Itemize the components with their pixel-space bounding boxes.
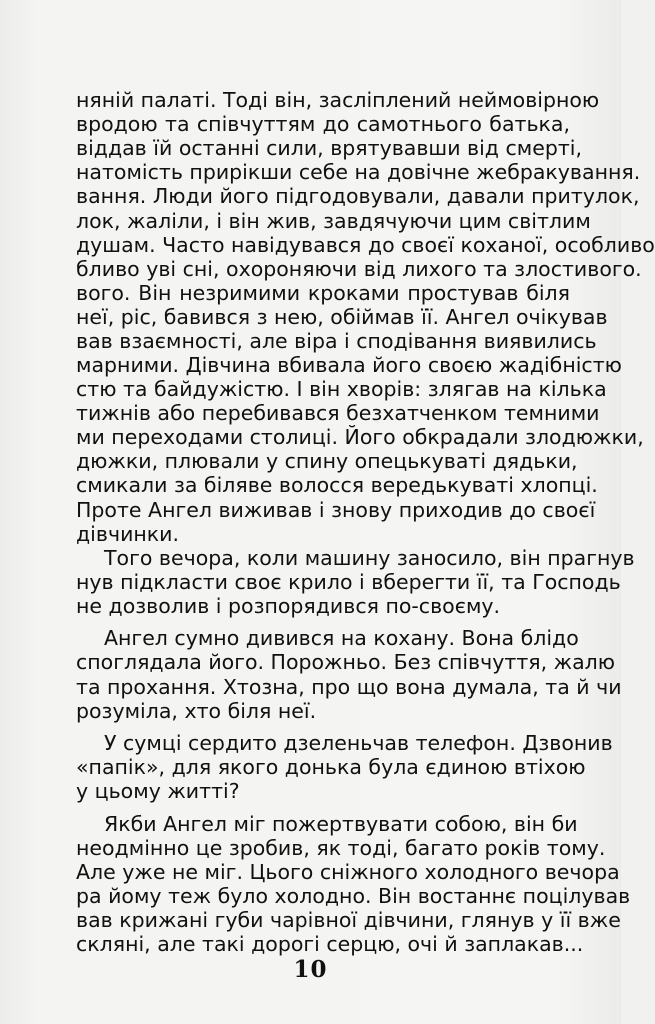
text-line: вав крижані губи чарівної дівчини, глянув у її вже [76,907,621,932]
text-line: вого. Він незримими кроками простував біля [76,280,570,305]
page-number: 10 [293,956,328,983]
text-line: Ангел сумно дивився на кохану. Вона блідо [104,626,579,651]
text-line: душам. Часто навідувався до своєї коханої, особливо [76,232,655,257]
text-line: Того вечора, коли машину заносило, він прагнув [104,545,635,570]
text-line: вання. Люди його підгодовували, давали притулок, [76,184,640,209]
text-line: віддав їй останні сили, врятувавши від смерті, [76,136,583,161]
text-line: Але уже не міг. Цього сніжного холодного вечора [76,859,620,884]
text-line: та прохання. Хтозна, про що вона думала, та й чи [76,674,622,699]
text-line: марними. Дівчина вбивала його своєю жадібністю [76,353,622,377]
text-line: розуміла, хто біля неї. [76,698,317,723]
text-line: няній палаті. Тоді він, засліплений неймовірною [76,88,600,112]
text-line: скляні, але такі дорогі серцю, очі й заплакав... [76,932,584,956]
text-line: Якби Ангел міг пожертвувати собою, він би [104,811,578,836]
text-line: нув підкласти своє крило і вберегти її, та Господь [76,569,621,594]
text-line: У сумці сердито дзеленьчав телефон. Дзвонив [104,731,613,755]
text-line: вав взаємності, але віра і сподівання виявились [76,328,597,353]
text-line: у цьому житті? [76,779,240,804]
text-line: ра йому теж було холодно. Він востаннє поцілував [76,883,631,908]
text-line: неї, ріс, бавився з нею, обіймав її. Ангел очікував [76,304,608,329]
text-line: натомість прирікши себе на довічне жебракування. [76,160,641,185]
text-line: споглядала його. Порожньо. Без співчуття, жалю [76,650,616,675]
text-line: ми переходами столиці. Його обкрадали злодюжки, [76,425,644,450]
text-line: стю та байдужістю. І він хворів: злягав на кілька [76,377,607,402]
text-line: тижнів або перебивався безхатченком темними [76,401,600,426]
text-line: дівчинки. [76,521,180,546]
text-line: бливо уві сні, охороняючи від лихого та злостивого. [76,256,642,281]
text-line: лок, жаліли, і він жив, завдячуючи цим світлим [76,208,591,233]
text-line: неодмінно це зробив, як тоді, багато років тому. [76,835,606,860]
text-line: не дозволив і розпорядився по-своєму. [76,593,501,618]
text-line: Проте Ангел виживав і знову приходив до своєї [76,497,596,522]
text-line: «папік», для якого донька була єдиною втіхою [76,755,586,780]
text-line: смикали за біляве волосся вередькуваті хлопці. [76,473,598,498]
text-line: дюжки, плювали у спину опецькуваті дядьки, [76,449,578,474]
text-line: вродою та співчуттям до самотнього батька, [76,112,570,137]
